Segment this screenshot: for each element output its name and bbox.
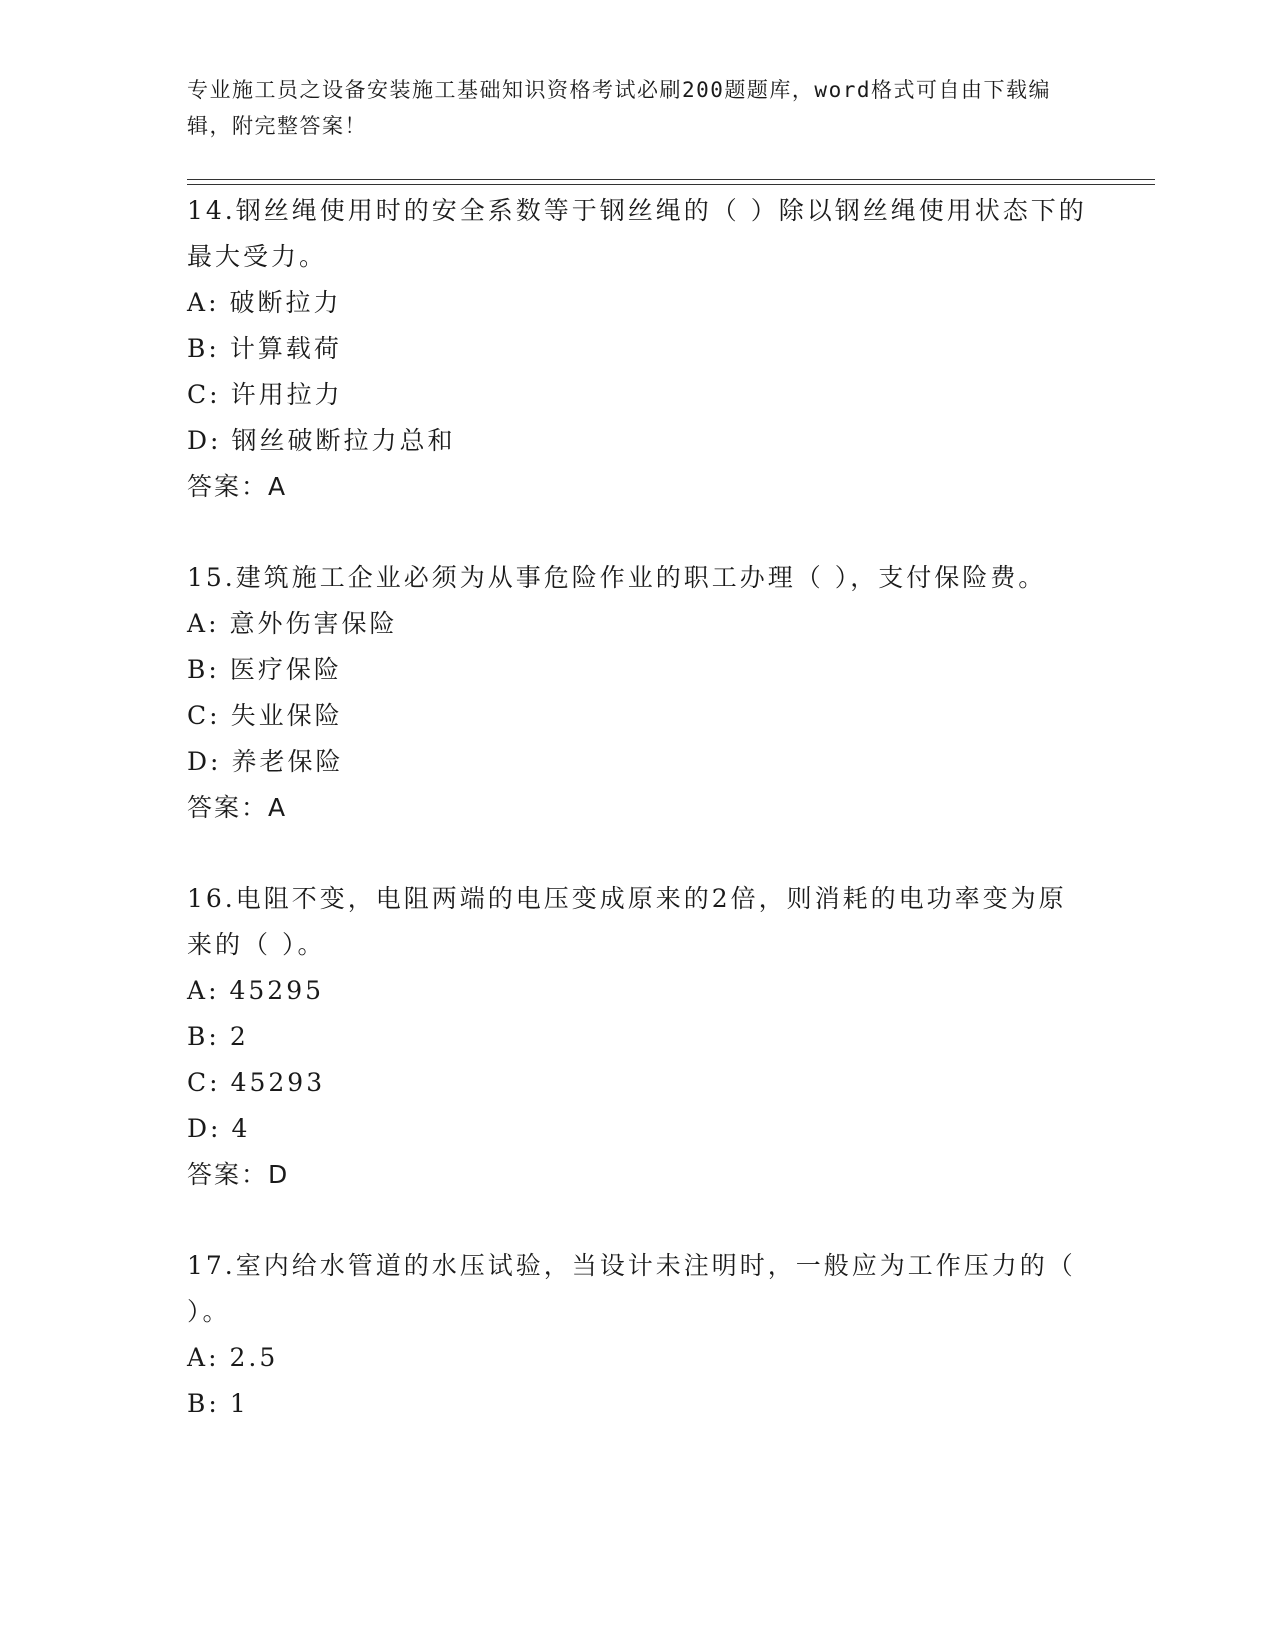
option-c — [187, 693, 1087, 739]
answer-value: A — [268, 472, 288, 501]
option-separator: : — [208, 334, 220, 363]
answer-value: D — [268, 1160, 290, 1189]
question-text: 电阻不变，电阻两端的电压变成原来的2倍，则消耗的电功率变为原来的（ ）。 — [187, 884, 1067, 959]
option-b — [187, 1014, 1087, 1060]
option-separator: : — [208, 609, 220, 638]
option-d — [187, 418, 1087, 464]
document-header: 专业施工员之设备安装施工基础知识资格考试必刷200题题库，word格式可自由下载编辑，附完整答案！ — [187, 78, 1051, 138]
option-text: 失业保险 — [230, 701, 343, 730]
option-b — [187, 647, 1087, 693]
option-b — [187, 1381, 1087, 1427]
option-c — [187, 372, 1087, 418]
option-text: 意外伤害保险 — [229, 609, 398, 638]
option-letter: B — [187, 1022, 209, 1051]
option-a — [187, 601, 1087, 647]
option-d — [187, 739, 1087, 785]
option-separator: : — [208, 1389, 220, 1418]
question-17 — [187, 1243, 1087, 1427]
option-separator: : — [208, 655, 220, 684]
option-letter: B — [187, 334, 209, 363]
question-14 — [187, 188, 1087, 510]
question-gap — [187, 1198, 1087, 1243]
option-text: 许用拉力 — [230, 380, 343, 409]
option-letter: A — [187, 609, 209, 638]
option-text: 破断拉力 — [229, 288, 342, 317]
option-separator: : — [210, 747, 222, 776]
option-letter: D — [187, 747, 211, 776]
option-text: 医疗保险 — [229, 655, 342, 684]
option-d — [187, 1106, 1087, 1152]
option-c — [187, 1060, 1087, 1106]
option-separator: : — [208, 1343, 220, 1372]
answer-value: A — [268, 793, 288, 822]
option-letter: C — [187, 1068, 210, 1097]
option-separator: : — [210, 1114, 222, 1143]
question-number: 16. — [187, 884, 236, 913]
answer-line — [187, 1152, 1087, 1198]
option-letter: A — [187, 288, 209, 317]
option-text: 4 — [231, 1114, 251, 1143]
question-text: 建筑施工企业必须为从事危险作业的职工办理（ ），支付保险费。 — [235, 563, 1047, 592]
option-letter: D — [187, 1114, 211, 1143]
option-separator: : — [208, 976, 220, 1005]
option-letter: C — [187, 701, 210, 730]
option-letter: D — [187, 426, 211, 455]
header-divider-bottom — [187, 184, 1155, 185]
option-text: 45293 — [230, 1068, 326, 1097]
option-text: 1 — [229, 1389, 249, 1418]
question-gap — [187, 831, 1087, 876]
answer-label: 答案： — [187, 1160, 269, 1189]
question-16 — [187, 876, 1087, 1198]
question-list — [187, 188, 1087, 1427]
option-letter: B — [187, 1389, 209, 1418]
option-letter: A — [187, 1343, 209, 1372]
question-text: 钢丝绳使用时的安全系数等于钢丝绳的（ ）除以钢丝绳使用状态下的最大受力。 — [187, 196, 1087, 271]
option-b — [187, 326, 1087, 372]
header-divider-top — [187, 179, 1155, 180]
option-letter: B — [187, 655, 209, 684]
option-separator: : — [209, 701, 221, 730]
option-separator: : — [209, 1068, 221, 1097]
option-a — [187, 1335, 1087, 1381]
option-separator: : — [210, 426, 222, 455]
option-separator: : — [209, 380, 221, 409]
question-text: 室内给水管道的水压试验，当设计未注明时，一般应为工作压力的（ ）。 — [187, 1251, 1076, 1326]
question-number: 17. — [187, 1251, 236, 1280]
question-number: 15. — [187, 563, 236, 592]
option-letter: C — [187, 380, 210, 409]
option-letter: A — [187, 976, 209, 1005]
option-text: 2 — [229, 1022, 249, 1051]
option-text: 计算载荷 — [229, 334, 342, 363]
option-separator: : — [208, 288, 220, 317]
question-gap — [187, 510, 1087, 555]
question-number: 14. — [187, 196, 236, 225]
option-text: 养老保险 — [231, 747, 344, 776]
answer-label: 答案： — [187, 793, 269, 822]
answer-line — [187, 464, 1087, 510]
answer-label: 答案： — [187, 472, 269, 501]
option-a — [187, 280, 1087, 326]
option-a — [187, 968, 1087, 1014]
option-text: 45295 — [229, 976, 325, 1005]
option-separator: : — [208, 1022, 220, 1051]
answer-line — [187, 785, 1087, 831]
option-text: 钢丝破断拉力总和 — [231, 426, 456, 455]
question-15 — [187, 555, 1087, 831]
option-text: 2.5 — [229, 1343, 279, 1372]
